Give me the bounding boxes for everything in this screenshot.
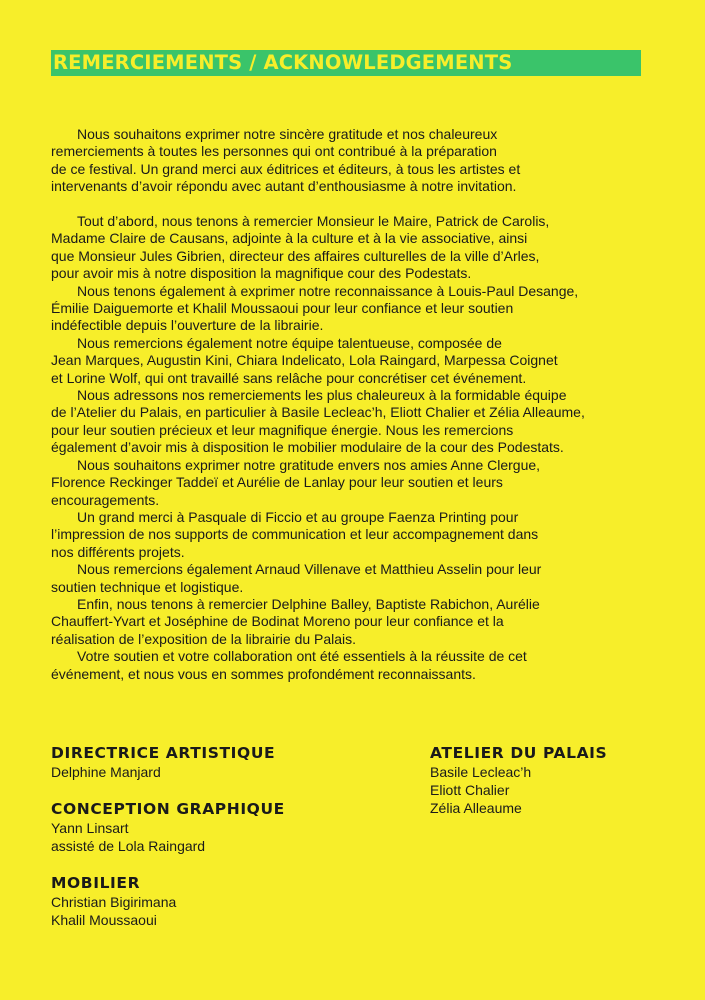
- credit-name: Eliott Chalier: [430, 782, 510, 798]
- credit-heading: MOBILIER: [51, 874, 141, 892]
- paragraph: Un grand merci à Pasquale di Ficcio et au groupe Faenza Printing pour l’impression de nos supports de communication et leur accompagnement dans nos différents projets.: [51, 508, 539, 560]
- credit-name: Khalil Moussaoui: [51, 912, 157, 928]
- credit-furniture: [51, 874, 285, 929]
- paragraph: Tout d’abord, nous tenons à remercier Monsieur le Maire, Patrick de Carolis, Madame Claire de Causans, adjointe à la culture et à la vie associative, ainsi que Monsieur Jules Gibrien, directeur des affaires culturelles de la ville d’Arles, pour avoir mis à notre disposition la magnifique cour des Podestats.: [51, 213, 550, 282]
- credit-name: Zélia Alleaume: [430, 800, 522, 816]
- credit-name: Delphine Manjard: [51, 764, 161, 780]
- paragraph: Enfin, nous tenons à remercier Delphine Balley, Baptiste Rabichon, Aurélie Chauffert-Yvart et Joséphine de Bodinat Moreno pour leur confiance et la réalisation de l’exposition de la librairie du Palais.: [51, 595, 540, 647]
- paragraph: Nous tenons également à exprimer notre reconnaissance à Louis-Paul Desange, Émilie Daiguemorte et Khalil Moussaoui pour leur confiance et leur soutien indéfectible depuis l’ouverture de la librairie.: [51, 282, 579, 334]
- credit-heading: CONCEPTION GRAPHIQUE: [51, 800, 285, 818]
- paragraph: Nous souhaitons exprimer notre gratitude envers nos amies Anne Clergue, Florence Reckinger Taddeï et Aurélie de Lanlay pour leur soutien et leurs encouragements.: [51, 456, 541, 508]
- paragraph: Nous remercions également notre équipe talentueuse, composée de Jean Marques, Augustin Kini, Chiara Indelicato, Lola Raingard, Marpessa Coignet et Lorine Wolf, qui ont travaillé sans relâche pour concrétiser cet événement.: [51, 334, 558, 386]
- credit-atelier: [430, 744, 607, 817]
- credit-direction: [51, 744, 285, 781]
- credit-graphic-design: [51, 800, 285, 855]
- credits-right-column: [430, 744, 607, 836]
- acknowledgements-text: [51, 126, 663, 683]
- credit-heading: DIRECTRICE ARTISTIQUE: [51, 744, 276, 762]
- paragraph: Nous remercions également Arnaud Villenave et Matthieu Asselin pour leur soutien technique et logistique.: [51, 561, 542, 595]
- credit-heading: ATELIER DU PALAIS: [430, 744, 608, 762]
- credit-name: Christian Bigirimana: [51, 894, 177, 910]
- paragraph: Nous souhaitons exprimer notre sincère gratitude et nos chaleureux remerciements à toutes les personnes qui ont contribué à la préparation de ce festival. Un grand merci aux éditrices et éditeurs, à tous les artistes et intervenants d’avoir répondu avec autant d’enthousiasme à notre invitation.: [51, 126, 521, 195]
- paragraph: Nous adressons nos remerciements les plus chaleureux à la formidable équipe de l’Atelier du Palais, en particulier à Basile Lecleac’h, Eliott Chalier et Zélia Alleaume, pour leur soutien précieux et leur magnifique énergie. Nous les remercions également d’avoir mis à disposition le mobilier modulaire de la cour des Podestats.: [51, 387, 585, 456]
- credit-name: assisté de Lola Raingard: [51, 838, 206, 854]
- page-title: REMERCIEMENTS / ACKNOWLEDGEMENTS: [51, 50, 641, 76]
- credit-name: Yann Linsart: [51, 820, 129, 836]
- credits-left-column: [51, 744, 285, 948]
- paragraph: Votre soutien et votre collaboration ont été essentiels à la réussite de cet événement, et nous vous en sommes profondément reconnaissants.: [51, 648, 527, 682]
- credit-name: Basile Lecleac’h: [430, 764, 532, 780]
